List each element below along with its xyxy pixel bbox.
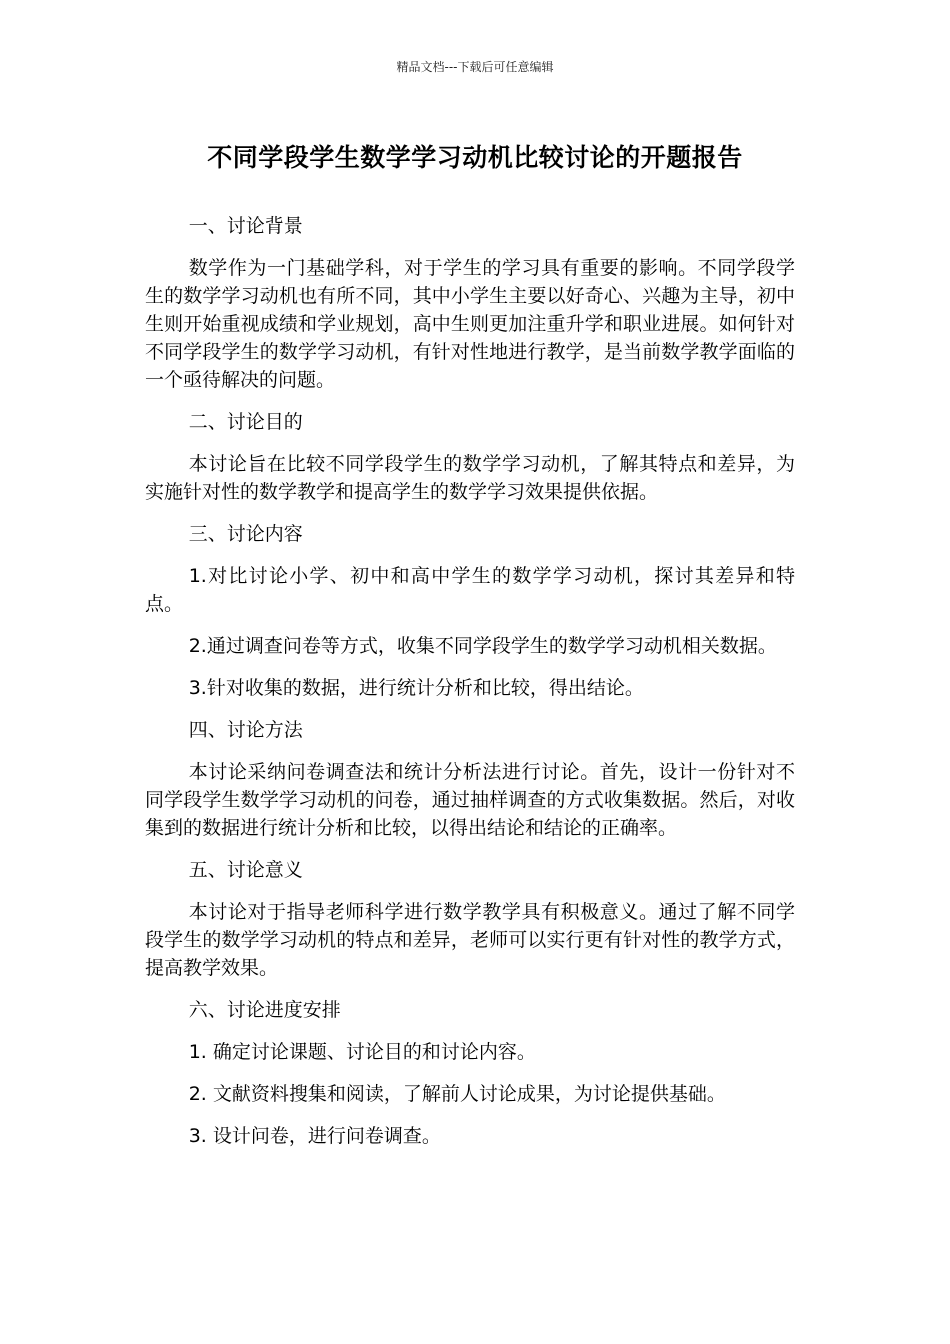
paragraph-significance: 本讨论对于指导老师科学进行数学教学具有积极意义。通过了解不同学段学生的数学学习动机的特点和差异，老师可以实行更有针对性的教学方式，提高教学效果。 <box>145 901 795 979</box>
schedule-item-3: 3. 设计问卷，进行问卷调查。 <box>188 1125 441 1147</box>
paragraph-purpose: 本讨论旨在比较不同学段学生的数学学习动机，了解其特点和差异，为实施针对性的数学教学和提高学生的数学学习效果提供依据。 <box>145 453 795 503</box>
paragraph-method: 本讨论采纳问卷调查法和统计分析法进行讨论。首先，设计一份针对不同学段学生数学学习动机的问卷，通过抽样调查的方式收集数据。然后，对收集到的数据进行统计分析和比较，以得出结论和结论的正确率。 <box>145 761 795 839</box>
section-heading-schedule: 六、讨论进度安排 <box>188 999 341 1021</box>
header-note: 精品文档---下载后可任意编辑 <box>396 60 554 74</box>
content-item-1: 1.对比讨论小学、初中和高中学生的数学学习动机，探讨其差异和特点。 <box>145 565 795 615</box>
content-item-3: 3.针对收集的数据，进行统计分析和比较，得出结论。 <box>188 677 644 699</box>
document-body <box>145 212 795 1164</box>
paragraph-background: 数学作为一门基础学科，对于学生的学习具有重要的影响。不同学段学生的数学学习动机也有所不同，其中小学生主要以好奇心、兴趣为主导，初中生则开始重视成绩和学业规划，高中生则更加注重升学和职业进展。如何针对不同学段学生的数学学习动机，有针对性地进行教学，是当前数学教学面临的一个亟待解决的问题。 <box>145 257 795 391</box>
section-heading-content: 三、讨论内容 <box>188 523 303 545</box>
content-item-2: 2.通过调查问卷等方式，收集不同学段学生的数学学习动机相关数据。 <box>188 635 777 657</box>
section-heading-purpose: 二、讨论目的 <box>188 411 303 433</box>
section-heading-method: 四、讨论方法 <box>188 719 303 741</box>
section-heading-background: 一、讨论背景 <box>188 215 303 237</box>
section-heading-significance: 五、讨论意义 <box>188 859 303 881</box>
schedule-item-2: 2. 文献资料搜集和阅读，了解前人讨论成果，为讨论提供基础。 <box>188 1083 726 1105</box>
document-title: 不同学段学生数学学习动机比较讨论的开题报告 <box>207 143 743 172</box>
schedule-item-1: 1. 确定讨论课题、讨论目的和讨论内容。 <box>188 1041 536 1063</box>
